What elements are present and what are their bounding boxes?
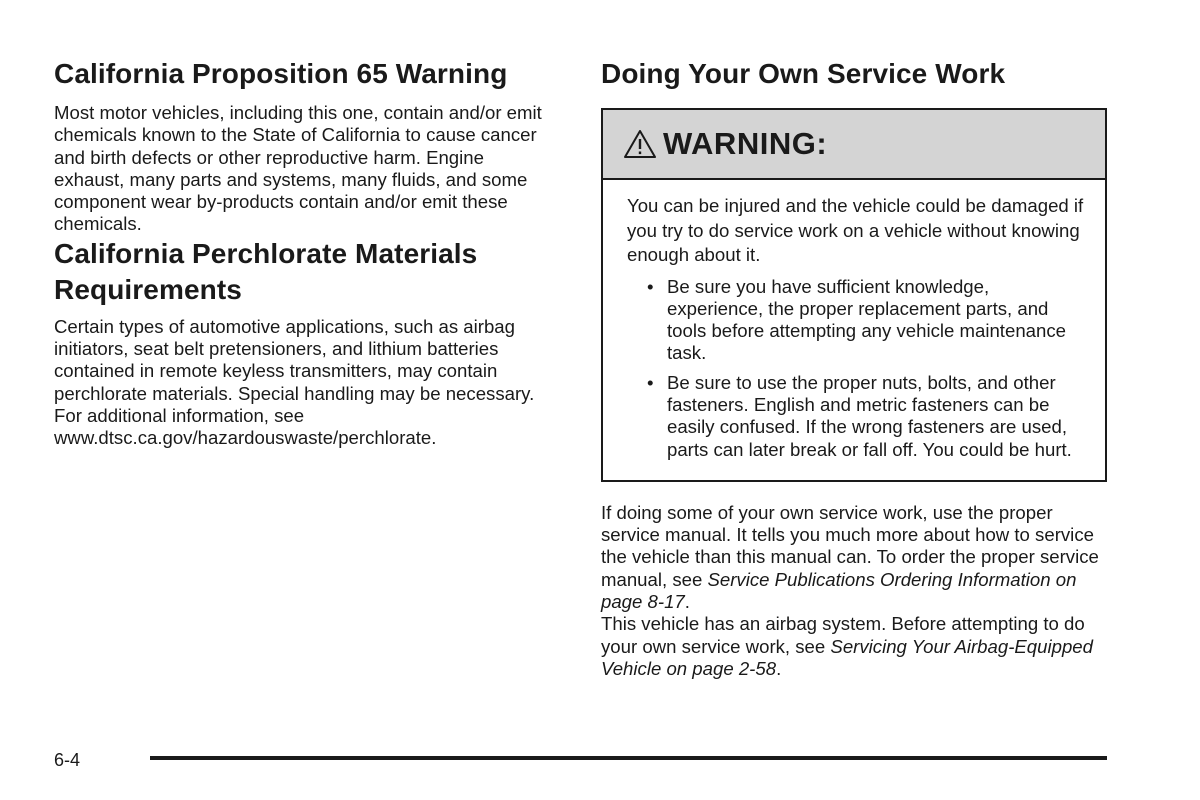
service-manual-end: . [684, 591, 690, 613]
warning-header [603, 110, 1105, 180]
right-column [601, 56, 1107, 680]
bullet-icon: • [647, 275, 654, 297]
section-title-perchlorate: California Perchlorate Materials Requirements [54, 237, 478, 305]
warning-triangle-icon [623, 129, 657, 159]
service-manual-paragraph [601, 502, 1107, 613]
section-title-prop65: California Proposition 65 Warning [54, 58, 508, 89]
section-body-prop65: Most motor vehicles, including this one, contain and/or emit chemicals known to the State of California to cause cancer and birth defects or other reproductive harm. Engine exhaust, many parts and systems, many fluids, and some component wear by-products contain and/or emit these chemicals. [54, 102, 542, 235]
service-manual-text: If doing some of your own service work, use the proper service manual. It tells you much more about how to service the vehicle than this manual can. To order the proper service manual, see [601, 501, 1099, 590]
airbag-reference: Servicing Your Airbag-Equipped Vehicle on page 2-58 [601, 635, 1093, 679]
warning-list-item-text: Be sure you have sufficient knowledge, experience, the proper replacement parts, and tools before attempting any vehicle maintenance task. [667, 275, 1066, 364]
service-publications-reference: Service Publications Ordering Information on page 8-17 [601, 568, 1077, 613]
bullet-icon: • [647, 371, 654, 393]
warning-intro: You can be injured and the vehicle could be damaged if you try to do service work on a vehicle without knowing enough about it. [627, 195, 1084, 265]
warning-list-item [647, 276, 1085, 365]
warning-body [603, 180, 1105, 480]
warning-box [601, 108, 1107, 482]
page-number: 6-4 [54, 750, 81, 770]
warning-list-item [647, 372, 1085, 461]
section-title-service-work: Doing Your Own Service Work [601, 58, 1006, 89]
warning-heading: WARNING: [663, 126, 828, 161]
warning-list-item-text: Be sure to use the proper nuts, bolts, and other fasteners. English and metric fasteners can be easily confused. If the wrong fasteners are used, parts can later break or fall off. You could be hurt. [667, 371, 1072, 460]
warning-list [627, 276, 1085, 461]
footer-rule [150, 756, 1107, 760]
airbag-end: . [776, 657, 782, 679]
airbag-text: This vehicle has an airbag system. Before attempting to do your own service work, see [601, 613, 1085, 657]
airbag-paragraph [601, 613, 1107, 680]
left-column [54, 56, 554, 450]
section-body-perchlorate: Certain types of automotive applications, such as airbag initiators, seat belt pretensioners, and lithium batteries contained in remote keyless transmitters, may contain perchlorate materials. Special handling may be necessary. For additional information, see www.dtsc.ca.gov/hazardouswaste/perchlorate. [54, 315, 535, 449]
